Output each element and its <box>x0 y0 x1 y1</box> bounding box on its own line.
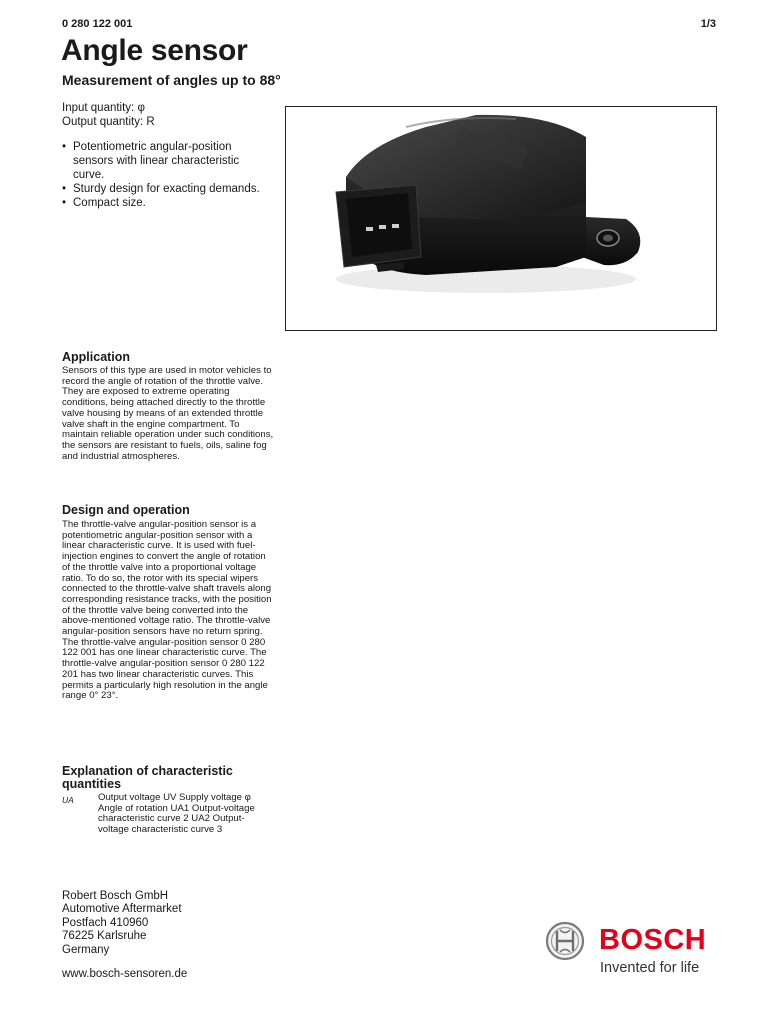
input-quantity: Input quantity: φ <box>62 102 145 114</box>
address-line: Germany <box>62 943 110 956</box>
throttle-position-sensor-icon <box>286 107 716 330</box>
design-text: The throttle-valve angular-position sensor is a potentiometric angular-position sensor with a linear characteristic curve. It is used with fuel-injection engines to convert the angle of rotation of the throttle valve into a proportional voltage ratio. To do so, the rotor with its special wipers connected to the throttle-valve shaft travels along corresponding resistance tracks, with the position of the throttle valve being converted into the above-mentioned voltage ratio. The throttle-valve angular-position sensors have no return spring. The throttle-valve angular-position sensor 0 280 122 001 has one linear characteristic curve. The throttle-valve angular-position sensor 0 280 122 201 has two linear characteristic curves. This permits a particularly high resolution in the angle range 0° 23°. <box>62 519 272 702</box>
feature-item: • Potentiometric angular-position sensors with linear characteristic curve. <box>62 140 272 182</box>
feature-item: • Sturdy design for exacting demands. <box>62 182 272 196</box>
address-line: Robert Bosch GmbH <box>62 890 169 902</box>
output-quantity: Output quantity: R <box>62 116 155 128</box>
explanation-heading: Explanation of characteristic quantities <box>62 764 233 791</box>
bosch-armature-logo-icon <box>545 921 585 961</box>
page-title: Angle sensor <box>61 34 248 67</box>
product-photo <box>285 106 717 331</box>
symbol-ua: UA <box>62 795 74 805</box>
feature-list <box>62 140 272 210</box>
application-heading: Application <box>62 350 131 364</box>
website-link[interactable]: www.bosch-sensoren.de <box>62 968 188 980</box>
explanation-text: Output voltage UV Supply voltage φ Angle of rotation UA1 Output-voltage characteristic curve 2 UA2 Output-voltage characteristic curve 3 <box>98 792 255 836</box>
address-line: 76225 Karlsruhe <box>62 930 147 943</box>
quantities <box>62 101 155 129</box>
page-subtitle: Measurement of angles up to 88° <box>62 72 281 88</box>
application-text: Sensors of this type are used in motor vehicles to record the angle of rotation of the throttle valve. They are exposed to extreme operating conditions, being attached directly to the throttle valve housing by means of an extended throttle valve shaft in the engine compartment. To maintain reliable operation under such conditions, the sensors are resistant to fuels, oils, saline fog and industrial atmospheres. <box>62 365 274 462</box>
company-address <box>62 890 182 957</box>
brand-tagline: Invented for life <box>600 960 700 976</box>
address-line: Postfach 410960 <box>62 916 149 929</box>
feature-item: • Compact size. <box>62 196 272 210</box>
part-number: 0 280 122 001 <box>62 18 133 30</box>
page-number: 1/3 <box>700 18 716 30</box>
address-line: Automotive Aftermarket <box>62 903 182 916</box>
design-heading: Design and operation <box>62 503 190 517</box>
brand-name: BOSCH <box>599 924 707 956</box>
